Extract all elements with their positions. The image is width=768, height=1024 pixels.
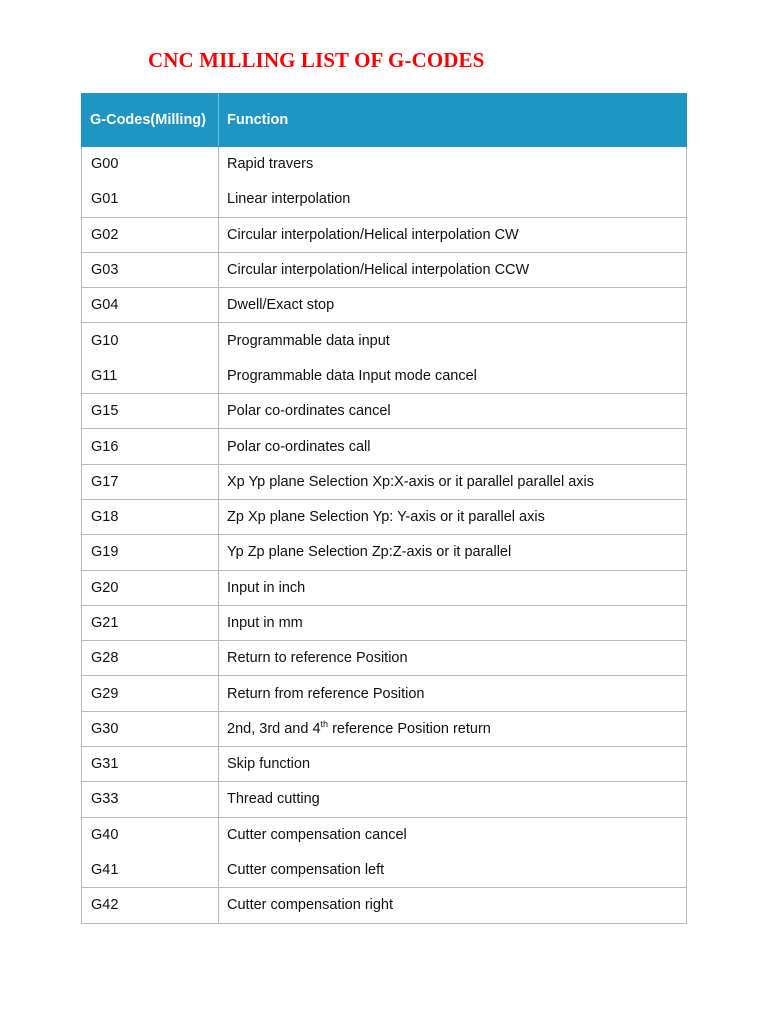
table-row xyxy=(82,641,687,676)
gcode-cell: G01 xyxy=(82,182,219,217)
gcode-cell: G19 xyxy=(82,535,219,570)
gcode-cell: G20 xyxy=(82,570,219,605)
gcode-cell: G42 xyxy=(82,888,219,923)
function-cell: Return to reference Position xyxy=(219,641,687,676)
gcode-cell: G10 xyxy=(82,323,219,358)
function-cell: Programmable data Input mode cancel xyxy=(219,358,687,393)
function-cell: Circular interpolation/Helical interpolation CCW xyxy=(219,252,687,287)
table-row xyxy=(82,288,687,323)
gcode-cell: G17 xyxy=(82,464,219,499)
function-cell: Polar co-ordinates cancel xyxy=(219,394,687,429)
table-row xyxy=(82,570,687,605)
table-row xyxy=(82,711,687,746)
table-row xyxy=(82,358,687,393)
gcode-table xyxy=(81,93,687,924)
function-cell: Dwell/Exact stop xyxy=(219,288,687,323)
function-cell: Input in mm xyxy=(219,605,687,640)
table-row xyxy=(82,252,687,287)
table-row xyxy=(82,852,687,887)
function-cell: Xp Yp plane Selection Xp:X-axis or it parallel parallel axis xyxy=(219,464,687,499)
table-row xyxy=(82,323,687,358)
function-text-tail: reference Position return xyxy=(328,720,491,737)
gcode-cell: G11 xyxy=(82,358,219,393)
function-cell: Zp Xp plane Selection Yp: Y-axis or it parallel axis xyxy=(219,499,687,534)
gcode-cell: G33 xyxy=(82,782,219,817)
table-row xyxy=(82,429,687,464)
table-row xyxy=(82,782,687,817)
gcode-cell: G31 xyxy=(82,747,219,782)
gcode-cell: G03 xyxy=(82,252,219,287)
function-cell: Programmable data input xyxy=(219,323,687,358)
function-cell: Cutter compensation cancel xyxy=(219,817,687,852)
header-function: Function xyxy=(219,94,687,147)
gcode-cell: G29 xyxy=(82,676,219,711)
table-row xyxy=(82,888,687,923)
table-body xyxy=(82,147,687,924)
function-cell: Return from reference Position xyxy=(219,676,687,711)
gcode-cell: G28 xyxy=(82,641,219,676)
gcode-cell: G18 xyxy=(82,499,219,534)
function-cell: Cutter compensation right xyxy=(219,888,687,923)
gcode-cell: G15 xyxy=(82,394,219,429)
function-cell: Cutter compensation left xyxy=(219,852,687,887)
function-cell xyxy=(219,711,687,746)
function-cell: Polar co-ordinates call xyxy=(219,429,687,464)
table-row xyxy=(82,217,687,252)
function-cell: Linear interpolation xyxy=(219,182,687,217)
function-cell: Rapid travers xyxy=(219,147,687,182)
function-cell: Skip function xyxy=(219,747,687,782)
table-row xyxy=(82,535,687,570)
function-cell: Circular interpolation/Helical interpolation CW xyxy=(219,217,687,252)
table-row xyxy=(82,147,687,182)
function-cell: Thread cutting xyxy=(219,782,687,817)
table-row xyxy=(82,464,687,499)
table-header-row xyxy=(82,94,687,147)
table-row xyxy=(82,394,687,429)
gcode-cell: G16 xyxy=(82,429,219,464)
table-row xyxy=(82,676,687,711)
gcode-cell: G04 xyxy=(82,288,219,323)
function-text: 2nd, 3rd and 4 xyxy=(227,720,321,737)
gcode-cell: G00 xyxy=(82,147,219,182)
table-row xyxy=(82,499,687,534)
gcode-cell: G41 xyxy=(82,852,219,887)
gcode-cell: G02 xyxy=(82,217,219,252)
gcode-cell: G30 xyxy=(82,711,219,746)
gcode-cell: G40 xyxy=(82,817,219,852)
header-gcode: G-Codes(Milling) xyxy=(82,94,219,147)
table-row xyxy=(82,747,687,782)
table-row xyxy=(82,182,687,217)
page-title: CNC MILLING LIST OF G-CODES xyxy=(148,48,485,72)
gcode-cell: G21 xyxy=(82,605,219,640)
function-cell: Yp Zp plane Selection Zp:Z-axis or it parallel xyxy=(219,535,687,570)
table-row xyxy=(82,817,687,852)
function-cell: Input in inch xyxy=(219,570,687,605)
ordinal-suffix: th xyxy=(320,719,329,730)
table-row xyxy=(82,605,687,640)
